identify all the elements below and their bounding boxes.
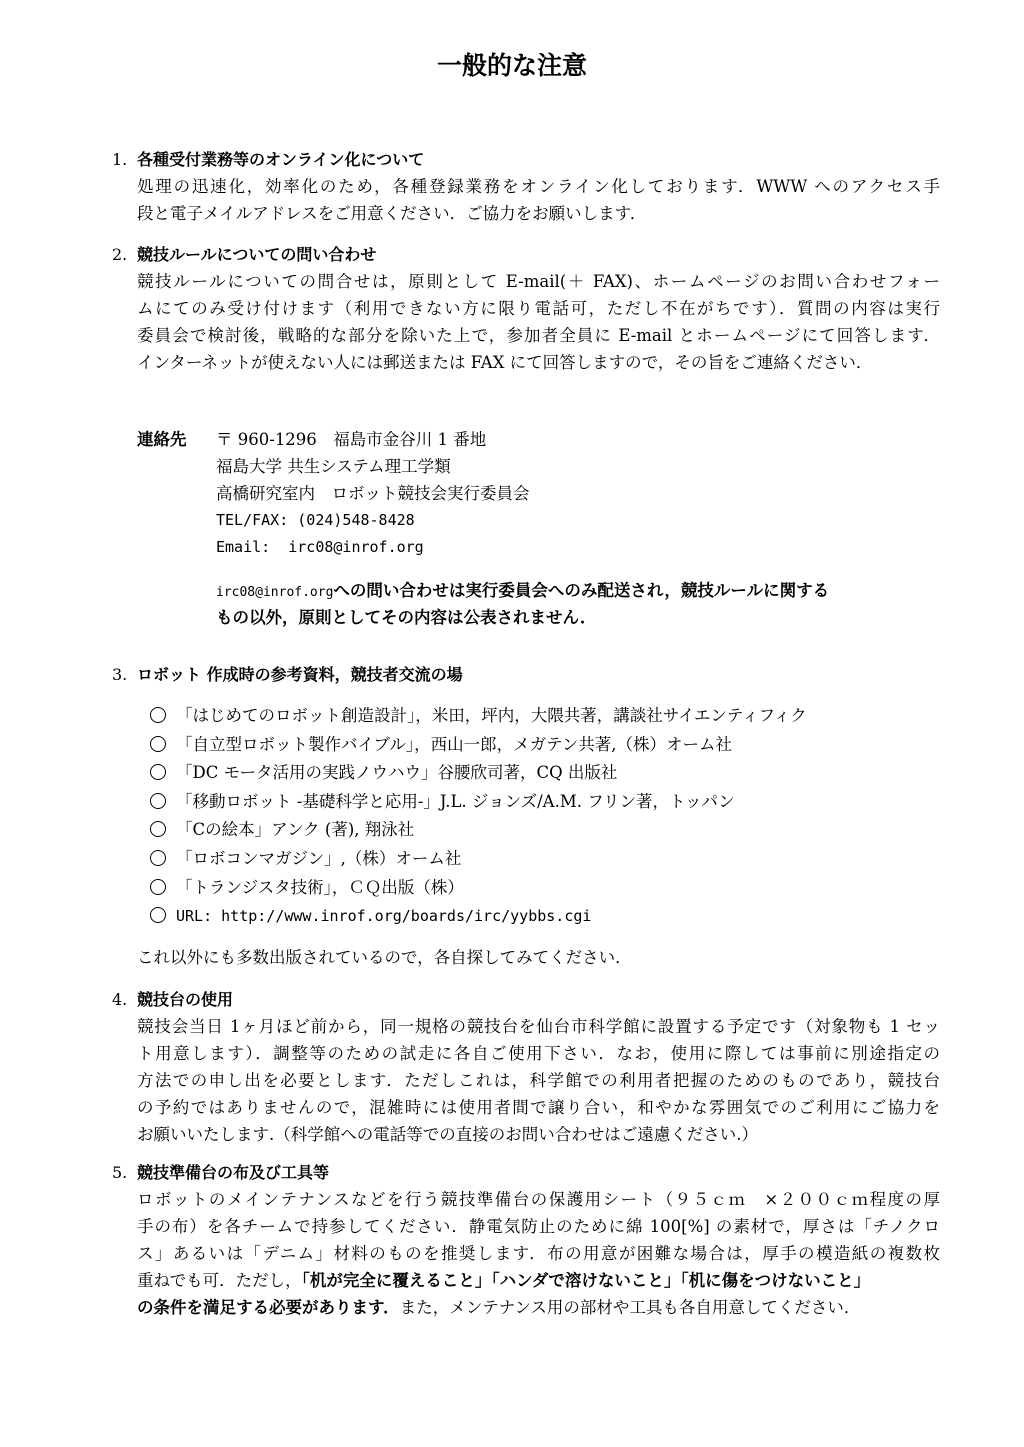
circle-bullet-icon <box>150 821 166 837</box>
contact-note: irc08@inrof.orgへの問い合わせは実行委員会へのみ配送され，競技ルールに関する もの以外，原則としてその内容は公表されません． <box>216 581 830 627</box>
paragraph-line: 重ねでも可．ただし，「机が完全に覆えること」「ハンダで溶けないこと」「机に傷をつけないこと」 <box>137 1271 871 1290</box>
paragraph-line: ムにてのみ受け付けます（利用できない方に限り電話可，ただし不在がちです）．質問の内容は実行 <box>137 299 940 318</box>
contact-address: 〒 960-1296 福島市金谷川 1 番地 <box>216 430 487 449</box>
section-3 <box>112 661 463 688</box>
paragraph-line: ス」あるいは「デニム」材料のものを推奨します．布の用意が困難な場合は，厚手の模造紙の複数枚 <box>137 1244 940 1263</box>
section-heading: 4. 競技台の使用 <box>112 990 234 1009</box>
circle-bullet-icon <box>150 736 166 752</box>
list-item: 「Cの絵本」アンク (著), 翔泳社 <box>150 816 807 845</box>
section-heading: 5. 競技準備台の布及び工具等 <box>112 1163 330 1182</box>
contact-university: 福島大学 共生システム理工学類 <box>216 457 451 476</box>
paragraph-line: 段と電子メイルアドレスをご用意ください．ご協力をお願いします． <box>137 204 647 223</box>
paragraph-line: お願いいたします.（科学館への電話等での直接のお問い合わせはご遠慮ください.） <box>137 1125 758 1144</box>
section-heading: 2. 競技ルールについての問い合わせ <box>112 245 377 264</box>
paragraph-line: 処理の迅速化，効率化のため，各種登録業務をオンライン化しております．WWW へのアクセス手 <box>137 177 940 196</box>
circle-bullet-icon <box>150 764 166 780</box>
circle-bullet-icon <box>150 793 166 809</box>
note-email: irc08@inrof.org <box>216 585 334 600</box>
paragraph-line: の条件を満足する必要があります．また，メンテナンス用の部材や工具も各自用意してください． <box>137 1298 861 1317</box>
paragraph-line: 委員会で検討後，戦略的な部分を除いた上で，参加者全員に E-mail とホームページにて回答します． <box>137 326 940 345</box>
contact-email: Email: irc08@inrof.org <box>216 538 424 556</box>
contact-block <box>216 426 530 561</box>
list-item-url: URL: http://www.inrof.org/boards/irc/yybbs.cgi <box>150 902 807 931</box>
reference-list <box>150 702 807 931</box>
paragraph-line: 競技ルールについての問合せは，原則として E-mail(＋ FAX)、ホームページのお問い合わせフォー <box>137 272 940 291</box>
contact-label: 連絡先 <box>137 430 187 449</box>
paragraph-line: 方法での申し出を必要とします．ただしこれは，科学館での利用者把握のためのものであり，競技台 <box>137 1071 940 1090</box>
section-4 <box>112 986 940 1148</box>
contact-lab: 高橋研究室内 ロボット競技会実行委員会 <box>216 484 530 503</box>
section-3-closing: これ以外にも多数出版されているので，各自探してみてください． <box>137 948 632 967</box>
contact-tel: TEL/FAX: (024)548-8428 <box>216 511 415 529</box>
paragraph-line: の予約ではありませんので，混雑時には使用者間で譲り合い，和やかな雰囲気でのご利用にご協力を <box>137 1098 940 1117</box>
list-item: 「トランジスタ技術」，ＣＱ出版（株） <box>150 874 807 903</box>
paragraph-line: 手の布）を各チームで持参してください．静電気防止のために綿 100[%] の素材で，厚さは「チノクロ <box>137 1217 940 1236</box>
paragraph-line: 競技会当日 1ヶ月ほど前から，同一規格の競技台を仙台市科学館に設置する予定です（対象物も 1 セッ <box>137 1017 940 1036</box>
paragraph-line: ロボットのメインテナンスなどを行う競技準備台の保護用シート（９５ｃｍ ×２００ｃｍ程度の厚 <box>137 1190 940 1209</box>
list-item: 「はじめてのロボット創造設計」，米田，坪内，大隈共著，講談社サイエンティフィク <box>150 702 807 731</box>
list-item: 「移動ロボット -基礎科学と応用-」J.L. ジョンズ/A.M. フリン著，トッパン <box>150 788 807 817</box>
section-5 <box>112 1159 940 1321</box>
paragraph-line: ト用意します）．調整等のための試走に各自ご使用下さい．なお，使用に際しては事前に別途指定の <box>137 1044 940 1063</box>
circle-bullet-icon <box>150 707 166 723</box>
circle-bullet-icon <box>150 907 166 923</box>
section-heading: 1. 各種受付業務等のオンライン化について <box>112 150 425 169</box>
circle-bullet-icon <box>150 879 166 895</box>
section-2 <box>112 241 940 376</box>
list-item: 「DC モータ活用の実践ノウハウ」谷腰欣司著，CQ 出版社 <box>150 759 807 788</box>
section-heading: 3. ロボット 作成時の参考資料，競技者交流の場 <box>112 665 463 684</box>
circle-bullet-icon <box>150 850 166 866</box>
page-title: 一般的な注意 <box>436 51 587 80</box>
paragraph-line: インターネットが使えない人には郵送または FAX にて回答しますので，その旨をご連絡ください． <box>137 353 873 372</box>
section-1 <box>112 146 940 227</box>
list-item: 「ロボコンマガジン」,（株）オーム社 <box>150 845 807 874</box>
list-item: 「自立型ロボット製作バイブル」，西山一郎，メガテン共著,（株）オーム社 <box>150 731 807 760</box>
